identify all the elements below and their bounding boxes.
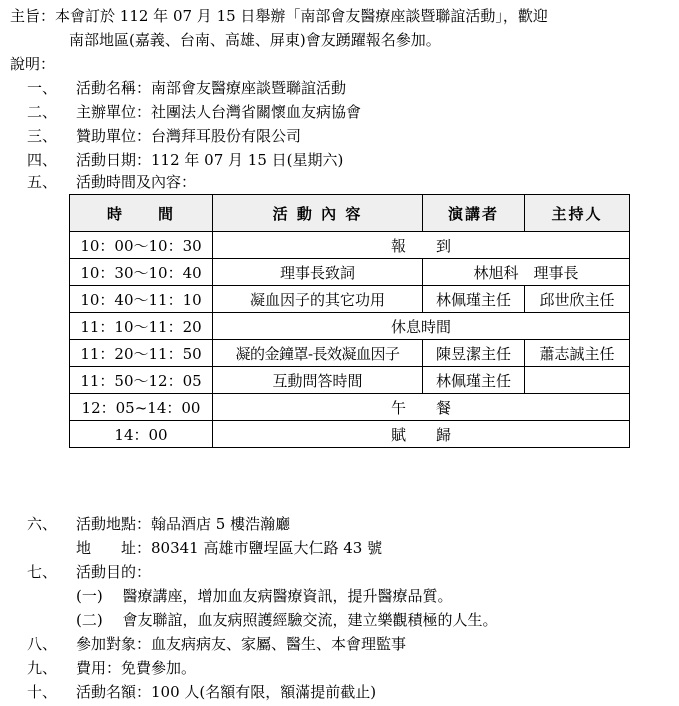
- header-content: 活 動 內 容: [213, 195, 423, 232]
- row-host: 邱世欣主任: [525, 286, 630, 313]
- item-6-address: 地 址：80341 高雄市鹽埕區大仁路 43 號: [76, 539, 383, 557]
- table-row: [70, 394, 630, 421]
- row-time: 12：05~14：00: [70, 394, 213, 421]
- item-2-text: 主辦單位：社團法人台灣省關懷血友病協會: [76, 103, 362, 121]
- item-2-number: 二、: [27, 103, 58, 121]
- row-speaker: 林佩瑾主任: [423, 367, 525, 394]
- subject-line-1: [10, 6, 548, 28]
- item-7-text: 活動目的：: [76, 563, 152, 581]
- subject-label: 主旨：: [10, 7, 56, 25]
- row-speaker-host: 林旭科 理事長: [423, 259, 630, 286]
- row-content: 互動問答時間: [213, 367, 423, 394]
- item-1-number: 一、: [27, 79, 58, 97]
- item-4-text: 活動日期：112 年 07 月 15 日(星期六): [76, 151, 344, 169]
- item-8-number: 八、: [27, 635, 58, 653]
- table-row: [70, 340, 630, 367]
- row-speaker: 林佩瑾主任: [423, 286, 525, 313]
- item-10-text: 活動名額：100 人(名額有限，額滿提前截止): [76, 683, 377, 701]
- table-row: [70, 232, 630, 259]
- row-host: [525, 367, 630, 394]
- subject-text-1: 本會訂於 112 年 07 月 15 日舉辦「南部會友醫療座談暨聯誼活動」，歡迎: [55, 7, 548, 25]
- row-time: 11：20～11：50: [70, 340, 213, 367]
- table-row: [70, 259, 630, 286]
- schedule-table: [69, 194, 630, 448]
- item-5-text: 活動時間及內容：: [76, 173, 197, 191]
- item-3-number: 三、: [27, 127, 58, 145]
- item-7-sub-2: (二) 會友聯誼，血友病照護經驗交流，建立樂觀積極的人生。: [76, 611, 498, 629]
- row-content: 賦 歸: [213, 421, 630, 448]
- row-content: 凝血因子的其它功用: [213, 286, 423, 313]
- row-content: 報 到: [213, 232, 630, 259]
- item-10-number: 十、: [27, 683, 58, 701]
- row-content: 休息時間: [213, 313, 630, 340]
- table-row: [70, 421, 630, 448]
- row-time: 10：00～10：30: [70, 232, 213, 259]
- row-time: 11：10～11：20: [70, 313, 213, 340]
- header-speaker: 演講者: [423, 195, 525, 232]
- item-9-number: 九、: [27, 659, 58, 677]
- table-row: [70, 367, 630, 394]
- table-row: [70, 313, 630, 340]
- item-5-number: 五、: [27, 173, 58, 191]
- row-content: 午 餐: [213, 394, 630, 421]
- row-time: 11：50～12：05: [70, 367, 213, 394]
- item-3-text: 贊助單位：台灣拜耳股份有限公司: [76, 127, 302, 145]
- item-1-text: 活動名稱：南部會友醫療座談暨聯誼活動: [76, 79, 347, 97]
- item-9-text: 費用：免費參加。: [76, 659, 197, 677]
- row-time: 10：30～10：40: [70, 259, 213, 286]
- row-time: 10：40～11：10: [70, 286, 213, 313]
- item-8-text: 參加對象：血友病病友、家屬、醫生、本會理監事: [76, 635, 407, 653]
- row-speaker: 陳昱潔主任: [423, 340, 525, 367]
- header-time: 時 間: [70, 195, 213, 232]
- row-content: 理事長致詞: [213, 259, 423, 286]
- explain-label: 說明：: [10, 55, 56, 73]
- item-6-number: 六、: [27, 515, 58, 533]
- item-7-sub-1: (一) 醫療講座，增加血友病醫療資訊，提升醫療品質。: [76, 587, 453, 605]
- schedule-header-row: [70, 195, 630, 232]
- header-host: 主持人: [525, 195, 630, 232]
- item-6-text: 活動地點：翰品酒店 5 樓浩瀚廳: [76, 515, 291, 533]
- row-host: 蕭志誠主任: [525, 340, 630, 367]
- row-content: 凝的金鐘罩-長效凝血因子: [213, 340, 423, 367]
- item-7-number: 七、: [27, 563, 58, 581]
- table-row: [70, 286, 630, 313]
- item-4-number: 四、: [27, 151, 58, 169]
- row-time: 14：00: [70, 421, 213, 448]
- subject-line-2: 南部地區(嘉義、台南、高雄、屏東)會友踴躍報名參加。: [69, 31, 441, 49]
